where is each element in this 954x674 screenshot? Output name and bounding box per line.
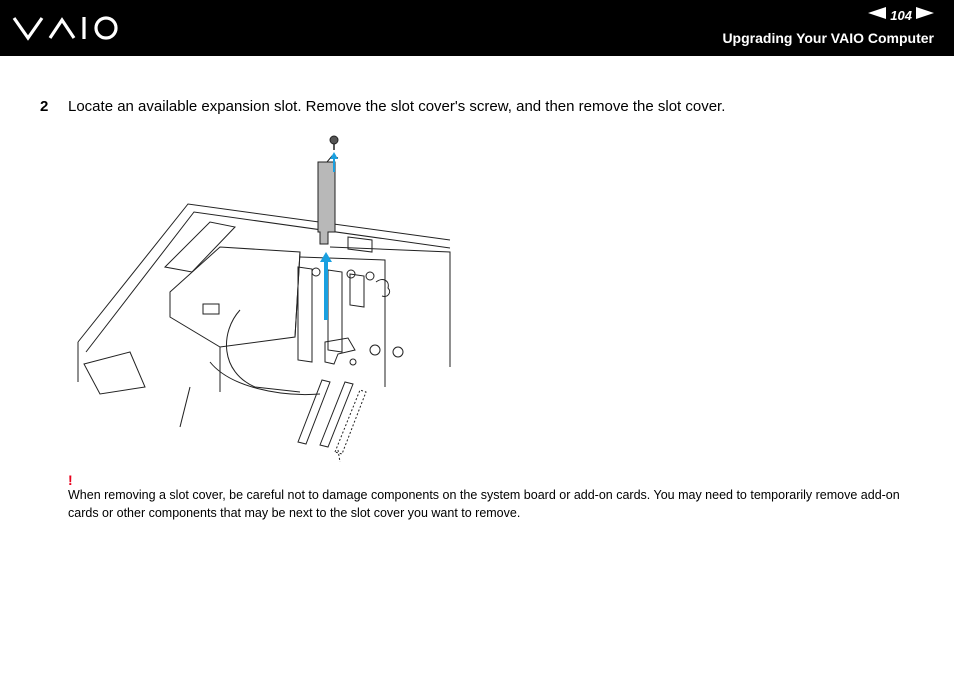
triangle-left-icon[interactable] xyxy=(868,6,886,24)
page-number: 104 xyxy=(890,7,912,23)
step-number: 2 xyxy=(40,98,49,115)
page-navigation xyxy=(868,7,934,23)
instruction-step xyxy=(40,98,920,115)
page-header xyxy=(0,0,954,56)
section-title: Upgrading Your VAIO Computer xyxy=(722,30,934,46)
note-text: When removing a slot cover, be careful not to damage components on the system board or add-on cards. You may need to temporarily remove add-on cards or other components that may be next to the slot cover you want to remove. xyxy=(68,488,900,520)
warning-mark: ! xyxy=(68,472,73,488)
triangle-right-icon[interactable] xyxy=(916,6,934,24)
step-text: Locate an available expansion slot. Remove the slot cover's screw, and then remove the slot cover. xyxy=(68,98,726,115)
expansion-slot-diagram xyxy=(70,132,460,467)
vaio-logo xyxy=(12,14,122,47)
